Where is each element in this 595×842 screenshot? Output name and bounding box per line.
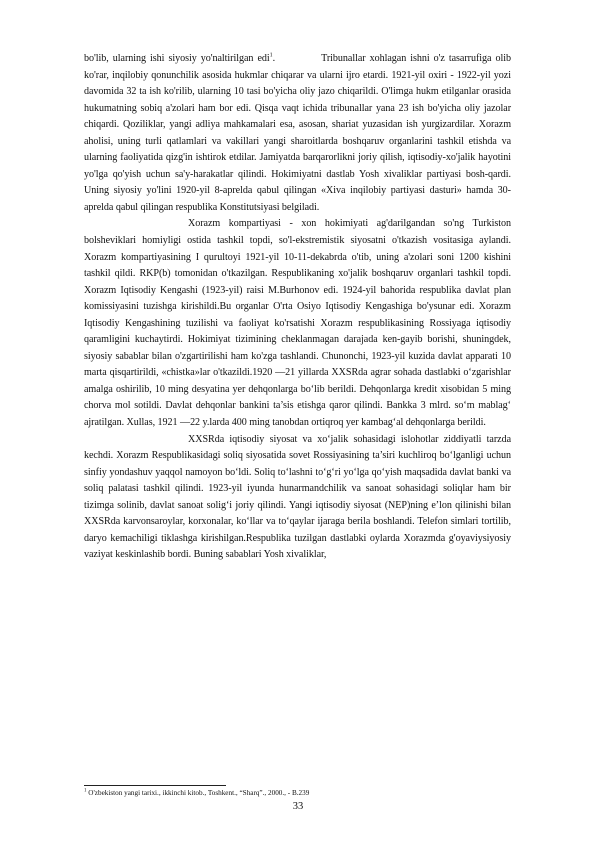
paragraph-3: XXSRda iqtisodiy siyosat va xo‘jalik sohasidagi islohotlar ziddiyatli tarzda kechdi. Xorazm Respublikasidagi soliq siyosatida sovet Rossiyasining ta’siri kuchliroq bo‘lganligi uchun sinfiy yondashuv yaqqol namoyon bo‘ldi. Soliq to‘lashni to‘g‘ri yo‘lga qo‘yish maqsadida davlat banki va soliq palatasi tashkil qilindi. 1923-yil iyunda hunarmandchilik va sanoat sohasidagi soliqlar ham bir tizimga solinib, davlat sanoat solig‘i joriy qilindi. Yangi iqtisodiy siyosat (NEP)ning e’lon qilinishi bilan XXSRda karvonsaroylar, korxonalar, ko‘llar va to‘qaylar ijaraga berila boshlandi. Telefon simlari tortilib, daryo kemachiligi tiklashga kirishilgan.Respublika tuzilgan dastlabki oylarda Xorazmda g'oyaviysiyosiy vaziyat keskinlashib bordi. Buning sabablari Yosh xivaliklar,: [84, 433, 511, 561]
body-text: [84, 51, 511, 564]
footnote-text: O'zbekiston yangi tarixi., ikkinchi kitob., Toshkent., “Sharq”., 2000., - B.239: [86, 789, 310, 797]
paragraph-1-body: Tribunallar xohlagan ishni o'z tasarrufiga olib ko'rar, inqilobiy qonunchilik asosida hukmlar chiqarar va ularni ijro etardi. 1921-yil oxiri - 1922-yil yozi davomida 32 ta ish ko'rilib, ularning 10 tasi bo'yicha oliy jazo chiqarildi. O'limga hukm etilganlar orasida hukumatning sobiq a'zolari ham bor edi. Qisqa vaqt ichida tribunallar yana 23 ish bo'yicha oliy jazolar chiqardi. Qoziliklar, yangi adliya mahkamalari esa, asosan, shariat yuzasidan ish yurgizardilar. Xorazm aholisi, uning turli qatlamlari va vakillari yangi sharoitlarda boshqaruv organlarini tashkil etishda va ularning faoliyatida qizg'in ishtirok etdilar. Jamiyatda barqarorlikni joriy qilish, iqtisodiy-xo'jalik hayotini yo'lga qo'yish uchun sa'y-harakatlar qilindi. Hokimiyatni dastlab Yosh xivaliklar partiyasi bosh-qardi. Uning siyosiy yo'lini 1920-yil 8-aprelda qabul qilingan «Xiva inqilobiy partiyasi dasturi» hamda 30- aprelda qabul qilingan respublika Konstitutsiyasi belgiladi.: [84, 53, 511, 213]
footnote-reference: 1: [269, 52, 273, 59]
paragraph-1-lead-end: .: [272, 53, 276, 64]
footnote: [84, 788, 511, 798]
paragraph-1: [84, 51, 511, 216]
paragraph-2: Xorazm kompartiyasi - xon hokimiyati ag'darilgandan so'ng Turkiston bolsheviklari homiyligi ostida tashkil topdi, so'l-ekstremistik siyosatni o'tkazish vositasiga aylandi. Xorazm kompartiyasining I qurultoyi 1921-yil 10-11-dekabrda o'tib, uning a'zolari soni 1200 kishini tashkil qildi. RKP(b) tomonidan o'tkazilgan. Respublikaning xo'jalik boshqaruv organlari tashkil topdi. Xorazm Iqtisodiy Kengashi (1923-yil) raisi M.Burhonov edi. 1924-yil bahorida respublika davlat plan komissiyasini tuzishga kirishildi.Bu organlar O'rta Osiyo Iqtisodiy Kengashiga bo'ysunar edi. Xorazm Iqtisodiy Kengashining tuzilishi va faoliyat ko'rsatishi Xorazm respublikasining Rossiyaga iqtisodiy qaramligini kuchaytirdi. Hokimiyat tizimining cheklanmagan darajada ken-gayib borishi, shuningdek, siyosiy sabablar bilan o'zgartirilishi ham ko'zga tashlandi. Chunonchi, 1923-yil kuzida davlat apparati 10 marta qisqartirildi, «chistka»lar o'tkazildi.1920 —21 yillarda XXSRda agrar sohada dastlabki o‘zgarishlar amalga oshirilib, 10 ming desyatina yer dehqonlarga bo‘lib berildi. Dehqonlarga kredit xisobidan 5 ming chorva mol sotildi. Davlat dehqonlar bankini ta’sis etishga qaror qilindi. Bankka 3 mlrd. so‘m mablag‘ ajratilgan. Xullas, 1921 —22 y.larda 400 ming tanobdan ortiqroq yer kambag‘al dehqonlarga berildi.: [84, 218, 511, 429]
page-number: 33: [292, 801, 304, 812]
footnote-marker: 1: [84, 788, 87, 794]
paragraph-1-lead: bo'lib, ularning ishi siyosiy yo'naltirilgan edi: [84, 53, 270, 64]
footnote-divider: [84, 785, 226, 786]
